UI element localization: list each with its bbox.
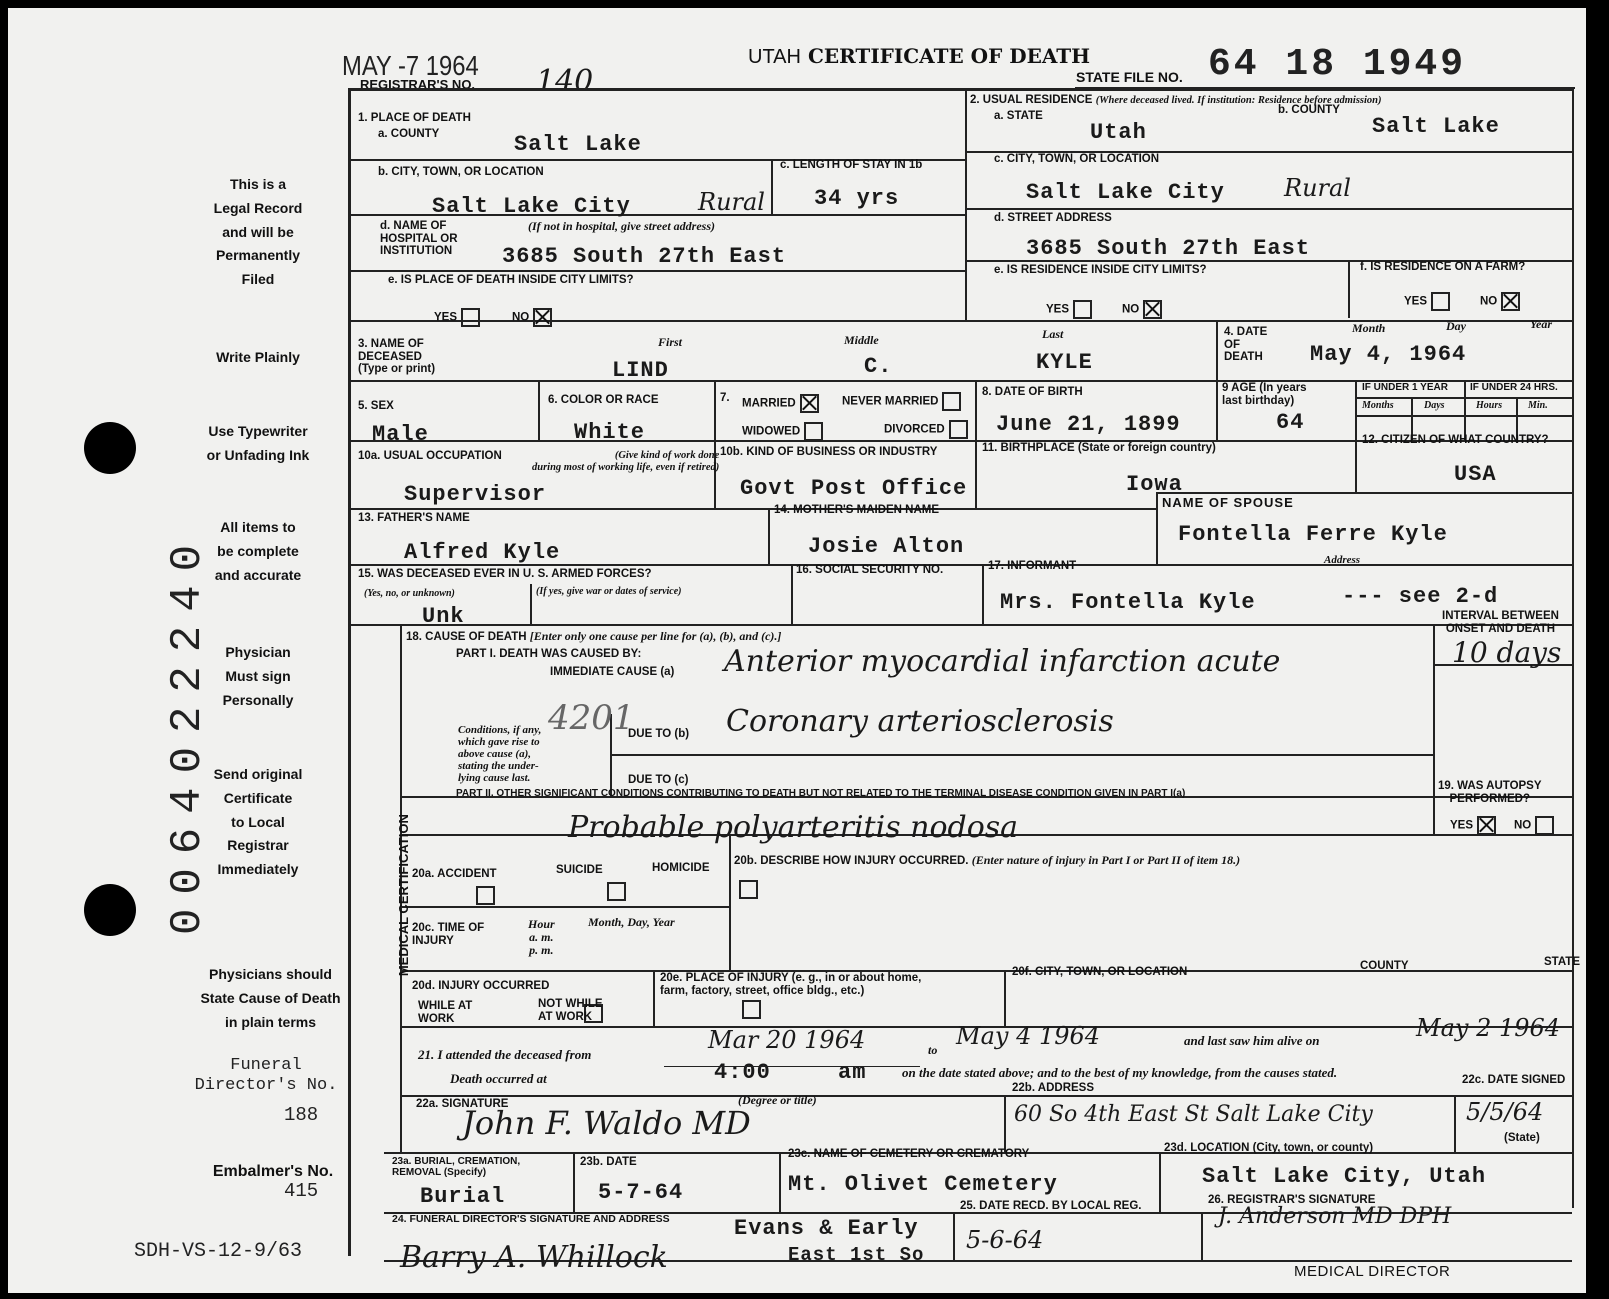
hospital-note: (If not in hospital, give street address) <box>528 219 716 233</box>
place-of-injury-label: 20e. PLACE OF INJURY (e. g., in or about home, farm, factory, street, office bldg., etc.) <box>660 972 922 997</box>
res-city-label: c. CITY, TOWN, OR LOCATION <box>994 153 1160 165</box>
min-label: Min. <box>1528 400 1548 411</box>
res-state: Utah <box>1090 120 1147 145</box>
title-utah: UTAH <box>748 46 801 68</box>
document-title: CERTIFICATE OF DEATH <box>808 44 1091 68</box>
birthplace: Iowa <box>1126 472 1183 497</box>
interval: 10 days <box>1452 636 1562 669</box>
res-street-label: d. STREET ADDRESS <box>994 212 1112 224</box>
death-certificate <box>8 8 1586 1293</box>
informant-note: --- see 2-d <box>1342 584 1499 609</box>
death-time: 4:00 <box>714 1060 771 1085</box>
cause-a: Anterior myocardial infarction acute <box>724 644 1281 679</box>
margin-items-complete: All items to be complete and accurate <box>214 519 302 583</box>
funeral-director-no: 188 <box>284 1104 319 1126</box>
length-of-stay-label: c. LENGTH OF STAY IN 1b <box>780 159 923 171</box>
checkbox-yes[interactable] <box>1073 300 1092 319</box>
race: White <box>574 420 646 445</box>
disposition-label: 23a. BURIAL, CREMATION, REMOVAL (Specify) <box>392 1156 521 1178</box>
place-of-death-label: 1. PLACE OF DEATH <box>358 112 471 124</box>
attended-from: Mar 20 1964 <box>708 1026 866 1054</box>
occupation: Supervisor <box>404 482 547 507</box>
autopsy-label: 19. WAS AUTOPSY PERFORMED? <box>1438 780 1542 805</box>
funeral-home: Evans & Early <box>734 1216 919 1241</box>
res-county-label: b. COUNTY <box>1278 104 1340 116</box>
cause-b: Coronary arteriosclerosis <box>726 704 1114 739</box>
first-name: LIND <box>612 358 669 383</box>
death-city-note: Rural <box>698 188 765 216</box>
date-signed: 5/5/64 <box>1466 1098 1544 1126</box>
part2-label: PART II. OTHER SIGNIFICANT CONDITIONS CONTRIBUTING TO DEATH BUT NOT RELATED TO THE TERMINAL DISEASE CONDITION GIVEN IN PART I(a) <box>456 788 1186 799</box>
burial-location: Salt Lake City, Utah <box>1202 1164 1487 1189</box>
marital-no: 7. <box>720 392 730 404</box>
punch-hole-top <box>84 422 136 474</box>
ssn-label: 16. SOCIAL SECURITY NO. <box>796 564 944 576</box>
cause-of-death-label: 18. CAUSE OF DEATH [Enter only one cause per line for (a), (b), and (c).] <box>406 629 782 643</box>
attended-label: 21. I attended the deceased from <box>418 1047 592 1062</box>
injury-how-label: 20b. DESCRIBE HOW INJURY OCCURRED. (Enter nature of injury in Part I or Part II of item 18.) <box>734 853 1241 867</box>
accident-label: 20a. ACCIDENT <box>412 868 497 880</box>
funeral-director-no-label: Funeral Director's No. <box>194 1056 338 1096</box>
birthplace-label: 11. BIRTHPLACE (State or foreign country) <box>982 442 1216 454</box>
widowed-option[interactable]: WIDOWED <box>742 422 823 441</box>
middle-label: Middle <box>844 333 879 347</box>
occupation-note: (Give kind of work done during most of working life, even if retired) <box>532 450 720 473</box>
address-label: Address <box>1324 554 1361 566</box>
state-file-label: STATE FILE NO. <box>1076 69 1183 85</box>
state-file-no: 64 18 1949 <box>1208 43 1467 86</box>
last-name: KYLE <box>1036 350 1093 375</box>
armed-forces: Unk <box>422 604 465 629</box>
deceased-name-label: 3. NAME OF DECEASED (Type or print) <box>358 338 436 376</box>
suicide-label: SUICIDE <box>556 864 603 876</box>
physician-address-label: 22b. ADDRESS <box>1012 1082 1095 1094</box>
last-label: Last <box>1042 327 1064 341</box>
inside-city-yes[interactable]: YES <box>434 308 480 327</box>
physician-address: 60 So 4th East St Salt Lake City <box>1014 1102 1373 1127</box>
burial-state-label: (State) <box>1504 1132 1540 1144</box>
dob: June 21, 1899 <box>996 412 1181 437</box>
age-label: 9 AGE (In years last birthday) <box>1222 382 1307 407</box>
mother-label: 14. MOTHER'S MAIDEN NAME <box>774 504 940 516</box>
knowledge-statement: on the date stated above; and to the best of my knowledge, from the causes stated. <box>902 1065 1338 1080</box>
divorced-option[interactable]: DIVORCED <box>884 420 968 439</box>
disposition: Burial <box>420 1184 506 1209</box>
margin-state-cause: Physicians should State Cause of Death in plain terms <box>200 966 341 1030</box>
informant-label: 17. INFORMANT <box>988 560 1077 572</box>
injury-city-label: 20f. CITY, TOWN, OR LOCATION <box>1012 966 1188 978</box>
inside-city-no[interactable]: NO <box>512 308 552 327</box>
month-day-year-label: Month, Day, Year <box>588 915 675 929</box>
accident-checkbox[interactable] <box>476 886 495 905</box>
suicide-checkbox[interactable] <box>607 882 626 901</box>
date-recd: 5-6-64 <box>966 1226 1044 1254</box>
checkbox-yes[interactable] <box>1431 292 1450 311</box>
not-while-work-checkbox[interactable] <box>742 1000 761 1019</box>
checkbox-no[interactable] <box>1535 816 1554 835</box>
first-label: First <box>658 335 683 349</box>
months-label: Months <box>1362 400 1394 411</box>
business: Govt Post Office <box>740 476 968 501</box>
embalmer-no: 415 <box>284 1180 319 1202</box>
under-1-year-label: IF UNDER 1 YEAR <box>1362 382 1448 393</box>
physician-signature: John F. Waldo MD <box>462 1104 751 1142</box>
days-label: Days <box>1424 400 1445 411</box>
to-label: to <box>928 1043 938 1057</box>
margin-legal-record: This is a Legal Record and will be Permanently Filed <box>213 176 303 288</box>
length-of-stay: 34 yrs <box>814 186 900 211</box>
farm-no[interactable]: NO <box>1480 292 1520 311</box>
last-saw-label: and last saw him alive on <box>1184 1033 1320 1048</box>
year-label: Year <box>1530 317 1552 331</box>
registrar-signature-label: 26. REGISTRAR'S SIGNATURE <box>1208 1194 1376 1206</box>
death-am: am <box>838 1060 867 1085</box>
conditions-note: Conditions, if any, which gave rise to above cause (a), stating the under- lying cause last. <box>458 724 542 785</box>
informant: Mrs. Fontella Kyle <box>1000 590 1256 615</box>
injury-state-label: STATE <box>1544 956 1580 968</box>
funeral-home-address: East 1st So <box>788 1244 925 1266</box>
due-to-b-label: DUE TO (b) <box>628 728 690 740</box>
funeral-director-signature: Barry A. Whillock <box>400 1240 668 1275</box>
degree-label: (Degree or title) <box>738 1093 817 1107</box>
hospital-address: 3685 South 27th East <box>502 244 787 269</box>
checkbox-divorced[interactable] <box>949 420 968 439</box>
while-at-work-label: WHILE AT WORK <box>418 1000 473 1025</box>
date-recd-label: 25. DATE RECD. BY LOCAL REG. <box>960 1200 1142 1212</box>
res-state-label: a. STATE <box>994 110 1043 122</box>
father-label: 13. FATHER'S NAME <box>358 512 470 524</box>
form-number: SDH-VS-12-9/63 <box>134 1240 303 1263</box>
checkbox-no-checked[interactable] <box>1143 300 1162 319</box>
disease-code: 4201 <box>548 698 635 738</box>
citizen-label: 12. CITIZEN OF WHAT COUNTRY? <box>1362 434 1549 446</box>
middle-name: C. <box>864 354 893 379</box>
checkbox-no-checked[interactable] <box>1501 292 1520 311</box>
date-stamp: MAY -7 1964 <box>342 50 479 81</box>
hours-label: Hours <box>1476 400 1503 411</box>
spouse-name: Fontella Ferre Kyle <box>1178 522 1448 547</box>
checkbox-married-checked[interactable] <box>800 394 819 413</box>
father-name: Alfred Kyle <box>404 540 561 565</box>
married-option[interactable]: MARRIED <box>742 394 819 413</box>
punch-hole-bottom <box>84 884 136 936</box>
registrar-no: 140 <box>536 64 594 99</box>
county-label: a. COUNTY <box>378 128 440 140</box>
age: 64 <box>1276 410 1305 435</box>
burial-date: 5-7-64 <box>598 1180 684 1205</box>
date-signed-label: 22c. DATE SIGNED <box>1462 1074 1566 1086</box>
autopsy-no[interactable]: NO <box>1514 816 1554 835</box>
farm-label: f. IS RESIDENCE ON A FARM? <box>1360 261 1526 273</box>
res-inside-yes[interactable]: YES <box>1046 300 1092 319</box>
armed-forces-label: 15. WAS DECEASED EVER IN U. S. ARMED FORCES? <box>358 568 652 580</box>
death-date: May 4, 1964 <box>1310 342 1467 367</box>
business-label: 10b. KIND OF BUSINESS OR INDUSTRY <box>720 446 938 458</box>
injury-county-label: COUNTY <box>1360 960 1409 972</box>
cause-part2: Probable polyarteritis nodosa <box>568 810 1019 845</box>
interval-label: INTERVAL BETWEEN ONSET AND DEATH <box>1442 610 1559 635</box>
checkbox-no-checked[interactable] <box>533 308 552 327</box>
medical-director-label: MEDICAL DIRECTOR <box>1294 1263 1451 1280</box>
res-street: 3685 South 27th East <box>1026 236 1311 261</box>
last-saw-date: May 2 1964 <box>1416 1014 1561 1042</box>
armed-forces-note-2: (If yes, give war or dates of service) <box>536 586 682 597</box>
checkbox-yes-checked[interactable] <box>1477 816 1496 835</box>
injury-occurred-label: 20d. INJURY OCCURRED <box>412 980 550 992</box>
residence-label: 2. USUAL RESIDENCE (Where deceased lived. If institution: Residence before admission) <box>970 94 1382 106</box>
sex-label: 5. SEX <box>358 400 394 412</box>
spouse-label: NAME OF SPOUSE <box>1162 495 1294 510</box>
cemetery-label: 23c. NAME OF CEMETERY OR CREMATORY <box>788 1148 1030 1160</box>
signature-label: 22a. SIGNATURE <box>416 1098 509 1110</box>
immediate-cause-label: IMMEDIATE CAUSE (a) <box>550 666 675 678</box>
margin-physician-sign: Physician Must sign Personally <box>222 644 294 708</box>
checkbox-never-married[interactable] <box>942 392 961 411</box>
margin-send-original: Send original Certificate to Local Registrar Immediately <box>213 766 303 878</box>
vertical-serial-number: 0064022240 <box>163 530 213 936</box>
race-label: 6. COLOR OR RACE <box>548 394 659 406</box>
month-label: Month <box>1352 321 1386 335</box>
dob-label: 8. DATE OF BIRTH <box>982 386 1083 398</box>
embalmer-no-label: Embalmer's No. <box>212 1163 334 1180</box>
res-county: Salt Lake <box>1372 114 1500 139</box>
checkbox-yes[interactable] <box>461 308 480 327</box>
registrar-signature: J. Anderson MD DPH <box>1218 1204 1452 1229</box>
part1-label: PART I. DEATH WAS CAUSED BY: <box>456 648 642 660</box>
checkbox-widowed[interactable] <box>804 422 823 441</box>
inside-city-limits-label: e. IS PLACE OF DEATH INSIDE CITY LIMITS? <box>388 274 634 286</box>
time-of-injury-label: 20c. TIME OF INJURY <box>412 922 485 947</box>
autopsy-yes[interactable]: YES <box>1450 816 1496 835</box>
mother-name: Josie Alton <box>808 534 965 559</box>
sex: Male <box>372 422 429 447</box>
burial-location-label: 23d. LOCATION (City, town, or county) <box>1164 1142 1374 1154</box>
res-inside-no[interactable]: NO <box>1122 300 1162 319</box>
death-occurred-label: Death occurred at <box>450 1071 547 1086</box>
under-24-hrs-label: IF UNDER 24 HRS. <box>1470 382 1558 393</box>
homicide-label: HOMICIDE <box>652 862 710 874</box>
res-city: Salt Lake City <box>1026 180 1225 205</box>
margin-typewriter: Use Typewriter or Unfading Ink <box>206 423 310 463</box>
attended-to: May 4 1964 <box>956 1022 1101 1050</box>
death-county: Salt Lake <box>514 132 642 157</box>
registrar-no-label: REGISTRAR'S NO. <box>360 77 476 92</box>
medical-certification-side: MEDICAL CERTIFICATION <box>395 814 411 977</box>
due-to-c-label: DUE TO (c) <box>628 774 689 786</box>
hospital-label: d. NAME OF HOSPITAL OR INSTITUTION <box>380 220 458 258</box>
burial-date-label: 23b. DATE <box>580 1156 637 1168</box>
res-inside-label: e. IS RESIDENCE INSIDE CITY LIMITS? <box>994 264 1207 276</box>
res-city-note: Rural <box>1284 174 1351 202</box>
funeral-director-label: 24. FUNERAL DIRECTOR'S SIGNATURE AND ADDRESS <box>392 1213 670 1225</box>
citizen: USA <box>1454 462 1497 487</box>
farm-yes[interactable]: YES <box>1404 292 1450 311</box>
hour-label: Hour a. m. p. m. <box>528 917 555 958</box>
cemetery: Mt. Olivet Cemetery <box>788 1172 1058 1197</box>
city-label: b. CITY, TOWN, OR LOCATION <box>378 166 544 178</box>
occupation-label: 10a. USUAL OCCUPATION <box>358 450 502 462</box>
never-married-option[interactable]: NEVER MARRIED <box>842 392 961 411</box>
day-label: Day <box>1446 319 1466 333</box>
armed-forces-note-1: (Yes, no, or unknown) <box>364 588 455 599</box>
margin-write-plainly: Write Plainly <box>216 349 300 365</box>
death-date-label: 4. DATE OF DEATH <box>1224 326 1268 364</box>
death-city: Salt Lake City <box>432 194 631 219</box>
not-while-work-label: NOT WHILE AT WORK <box>538 998 603 1023</box>
homicide-checkbox[interactable] <box>739 880 758 899</box>
